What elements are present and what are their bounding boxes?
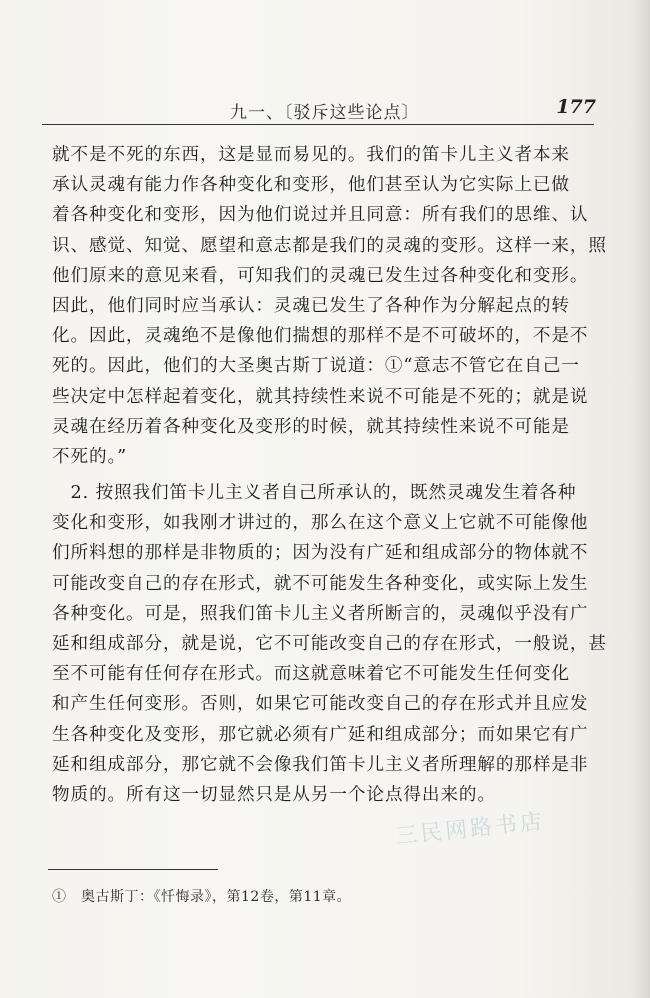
running-head: 九一、〔驳斥这些论点〕 — [230, 103, 420, 123]
text-line: 不死的。” — [52, 446, 128, 467]
text-line: 就不是不死的东西，这是显而易见的。我们的笛卡儿主义者本来 — [52, 145, 570, 165]
text-line: 化。因此，灵魂绝不是像他们揣想的那样不是不可破坏的，不是不 — [52, 326, 589, 347]
footnote-rule — [48, 869, 218, 870]
text-line: 着各种变化和变形，因为他们说过并且同意：所有我们的思维、认 — [52, 205, 589, 226]
text-line: 识、感觉、知觉、愿望和意志都是我们的灵魂的变形。这样一来，照 — [52, 235, 607, 256]
text-line: 延和组成部分，就是说，它不可能改变自己的存在形式，一般说，甚 — [52, 634, 607, 654]
text-line: 生各种变化及变形，那它就必须有广延和组成部分；而如果它有广 — [52, 724, 589, 745]
text-line: 变化和变形，如我刚才讲过的，那么在这个意义上它就不可能像他 — [52, 513, 589, 534]
text-line: 2. 按照我们笛卡儿主义者自己所承认的，既然灵魂发生着各种 — [52, 483, 577, 504]
body-text — [52, 140, 607, 810]
footnote: ① 奥古斯丁：《忏悔录》，第12卷，第11章。 — [52, 889, 352, 905]
text-line: 灵魂在经历着各种变化及变形的时候，就其持续性来说不可能是 — [52, 416, 570, 437]
page-header — [42, 96, 604, 126]
watermark: 三民网路书店 — [394, 809, 547, 850]
text-line: 物质的。所有这一切显然只是从另一个论点得出来的。 — [52, 784, 496, 805]
paragraph-2 — [52, 478, 607, 810]
text-line: 各种变化。可是，照我们笛卡儿主义者所断言的，灵魂似乎没有广 — [52, 603, 589, 624]
text-line: 死的。因此，他们的大圣奥古斯丁说道：①“意志不管它在自己一 — [52, 356, 580, 377]
page-edge-shadow — [632, 0, 650, 998]
text-line: 他们原来的意见来看，可知我们的灵魂已发生过各种变化和变形。 — [52, 265, 589, 286]
paragraph-1 — [52, 140, 607, 472]
header-rule — [42, 124, 594, 125]
text-line: 可能改变自己的存在形式，就不可能发生各种变化，或实际上发生 — [52, 573, 589, 594]
text-line: 们所料想的那样是非物质的；因为没有广延和组成部分的物体就不 — [52, 543, 589, 564]
text-line: 承认灵魂有能力作各种变化和变形，他们甚至认为它实际上已做 — [52, 175, 570, 196]
text-line: 至不可能有任何存在形式。而这就意味着它不可能发生任何变化 — [52, 664, 570, 685]
text-line: 和产生任何变形。否则，如果它可能改变自己的存在形式并且应发 — [52, 694, 589, 715]
text-line: 延和组成部分，那它就不会像我们笛卡儿主义者所理解的那样是非 — [52, 754, 589, 775]
page-number: 177 — [556, 96, 596, 118]
text-line: 因此，他们同时应当承认：灵魂已发生了各种作为分解起点的转 — [52, 295, 570, 316]
text-line: 些决定中怎样起着变化，就其持续性来说不可能是不死的；就是说 — [52, 386, 589, 407]
